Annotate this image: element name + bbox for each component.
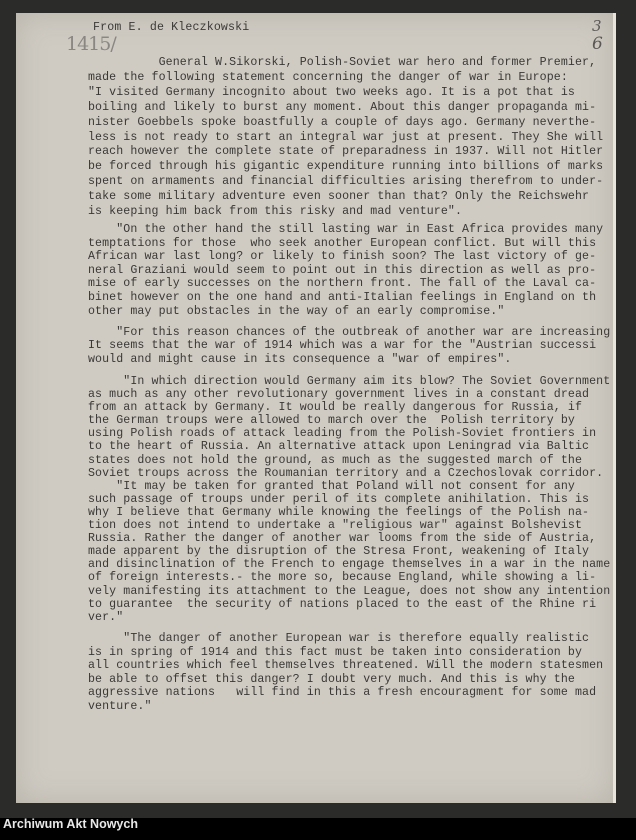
text-line: is in spring of 1914 and this fact must be taken into consideration by (88, 645, 583, 659)
text-line: "For this reason chances of the outbreak of another war are increasing (88, 326, 611, 339)
text-line: and disinclination of the French to engage themselves in a war in the name (88, 558, 611, 572)
text-line: binet however on the one hand and anti-Italian feelings in England on th (88, 290, 597, 304)
text-line: to the heart of Russia. An alternative attack upon Leningrad via Baltic (88, 440, 590, 454)
text-line: "I visited Germany incognito about two weeks ago. It is a pot that is (88, 85, 575, 99)
text-line: spent on armaments and financial difficulties arising therefrom to under- (88, 175, 604, 189)
text-line: is keeping him back from this risky and mad venture". (88, 205, 463, 219)
page-mark: 3 (592, 17, 602, 35)
text-line: would and might cause in its consequence a "war of empires". (88, 352, 512, 366)
text-line: ver." (88, 610, 124, 624)
text-line: mise of early successes on the northern front. The fall of the Laval ca- (88, 277, 597, 291)
text-line: "The danger of another European war is therefore equally realistic (88, 632, 590, 645)
document-header: From E. de Kleczkowski (93, 21, 250, 34)
paragraph (88, 56, 608, 220)
text-line: other may put obstacles in the way of an early compromise." (88, 304, 505, 318)
text-line: such passage of troups under peril of its complete anihilation. This is (88, 492, 590, 506)
text-line: reach however the complete state of preparadness in 1937. Will not Hitler (88, 145, 604, 159)
text-line: the German troups were allowed to march over the Polish territory by (88, 414, 575, 428)
text-line: vely manifesting its attachment to the League, does not show any intention (88, 584, 611, 598)
text-line: "On the other hand the still lasting war in East Africa provides many (88, 223, 604, 236)
text-line: African war last long? or likely to finish soon? The last victory of ge- (88, 250, 597, 264)
text-line: venture." (88, 699, 152, 713)
text-line: boiling and likely to burst any moment. About this danger propaganda mi- (88, 100, 597, 114)
text-line: less is not ready to start an integral war just at present. They She will (88, 130, 604, 144)
text-line: "In which direction would Germany aim its blow? The Soviet Government (88, 375, 611, 388)
text-line: from an attack by Germany. It would be really dangerous for Russia, if (88, 401, 583, 415)
paragraph (88, 326, 611, 366)
text-line: "It may be taken for granted that Poland will not consent for any (88, 479, 575, 493)
text-line: all countries which feel themselves threatened. Will the modern statesmen (88, 659, 604, 673)
paragraph (88, 223, 608, 318)
page-mark: 6 (592, 34, 603, 54)
archive-number: 1415/ (66, 33, 116, 55)
paragraph (88, 375, 611, 624)
text-line: be able to offset this danger? I doubt very much. And this is why the (88, 672, 575, 686)
text-line: to guarantee the security of nations placed to the east of the Rhine ri (88, 597, 597, 611)
text-line: made the following statement concerning the danger of war in Europe: (88, 70, 568, 84)
text-line: It seems that the war of 1914 which was a war for the "Austrian successi (88, 339, 597, 353)
text-line: using Polish roads of attack leading from the Polish-Soviet frontiers in (88, 427, 597, 441)
text-line: as much as any other revolutionary government lives in a constant dread (88, 388, 590, 402)
archive-credit: Archiwum Akt Nowych (3, 817, 138, 831)
text-line: states does not hold the ground, as much as the suggested march of the (88, 453, 583, 467)
text-line: why I believe that Germany while knowing the feelings of the Polish na- (88, 505, 590, 519)
text-line: made apparent by the disruption of the Stresa Front, weakening of Italy (88, 545, 590, 559)
document-page (16, 13, 613, 803)
text-line: General W.Sikorski, Polish-Soviet war hero and former Premier, (88, 56, 597, 69)
text-line: take some military adventure even sooner than that? Only the Reichswehr (88, 190, 590, 204)
text-line: Soviet troups across the Roumanian territory and a Czechoslovak corridor. (88, 466, 604, 480)
text-line: of foreign interests.- the more so, because England, while showing a li- (88, 571, 597, 585)
text-line: nister Goebbels spoke boastfully a couple of days ago. Germany neverthe- (88, 115, 597, 129)
text-line: be forced through his gigantic expenditure running into billions of marks (88, 160, 604, 174)
text-line: temptations for those who seek another European conflict. But will this (88, 236, 597, 250)
text-line: tion does not intend to undertake a "religious war" against Bolshevist (88, 519, 583, 533)
paragraph (88, 632, 608, 714)
text-line: aggressive nations will find in this a fresh encouragment for some mad (88, 686, 597, 700)
text-line: neral Graziani would seem to point out in this direction as well as pro- (88, 263, 597, 277)
text-line: Russia. Rather the danger of another war looms from the side of Austria, (88, 532, 597, 546)
